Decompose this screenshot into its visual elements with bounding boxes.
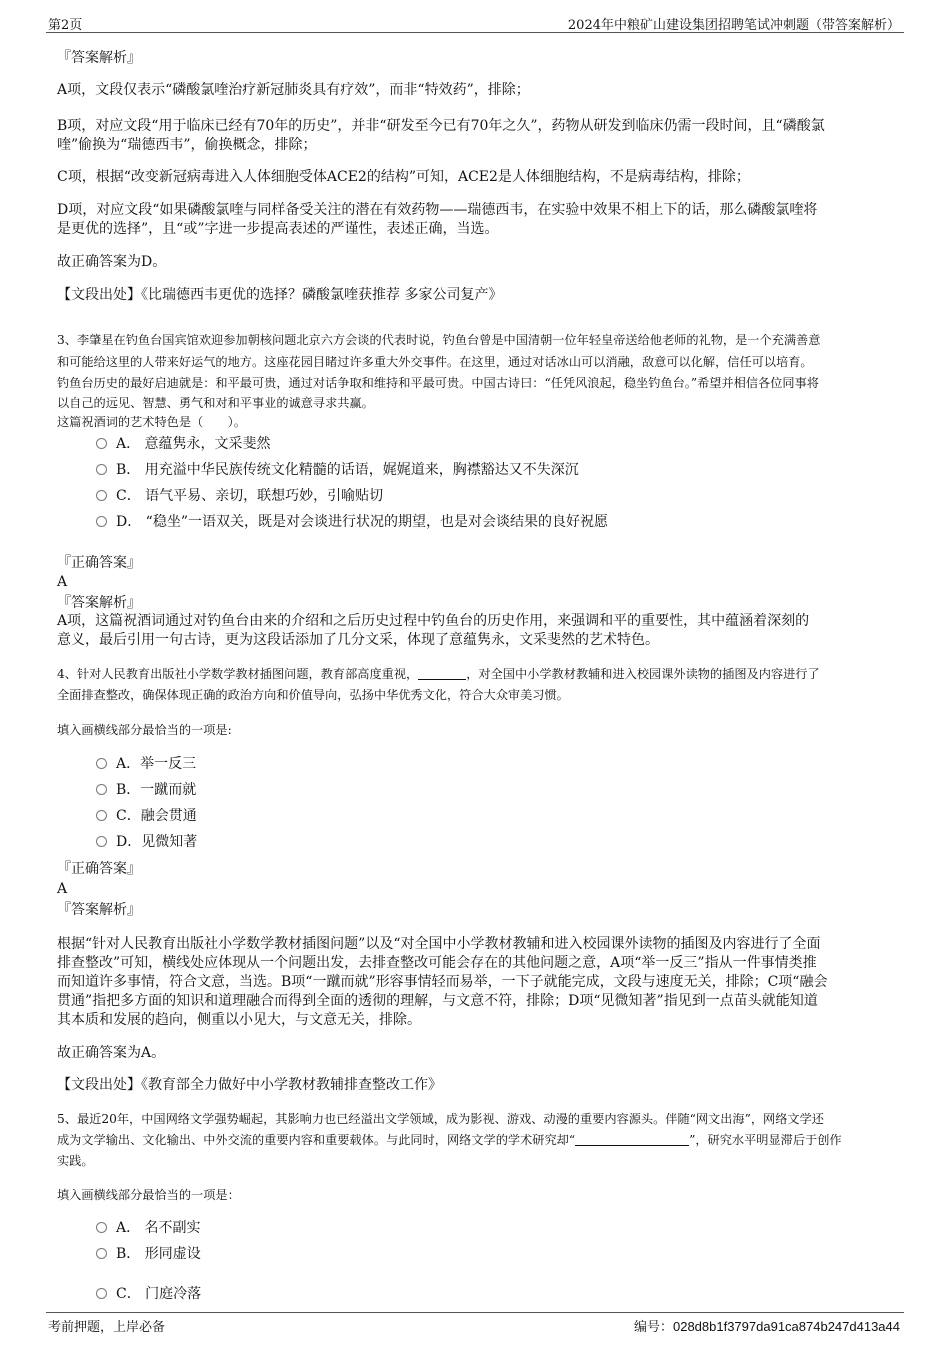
radio-icon[interactable] (96, 490, 107, 501)
radio-icon[interactable] (96, 836, 107, 847)
radio-icon[interactable] (96, 784, 107, 795)
q3-answer: A (57, 574, 68, 590)
footer-code (634, 1316, 900, 1335)
q2-analysis-c: C项，根据“改变新冠病毒进入人体细胞受体ACE2的结构”可知，ACE2是人体细胞结构，不是病毒结构，排除； (57, 169, 750, 185)
code-value: 028d8b1f3797da91ca874b247d413a44 (672, 1319, 900, 1334)
code-label: 编号： (633, 1320, 673, 1335)
q4-option-a[interactable] (96, 754, 196, 774)
q3-option-d[interactable] (96, 512, 608, 532)
q2-source: 【文段出处】《比瑞德西韦更优的选择？磷酸氯喹获推荐 多家公司复产》 (57, 287, 503, 303)
q4-question: 填入画横线部分最恰当的一项是: (57, 723, 232, 737)
q5-stem-line1: 5、最近20年，中国网络文学强势崛起，其影响力也已经溢出文学领域，成为影视、游戏、动漫的重要内容源头。伴随“网文出海”，网络文学还 (57, 1112, 824, 1126)
q4-answer: A (57, 881, 68, 897)
q3-stem-line2: 和可能给这里的人带来好运气的地方。这座花园目睹过许多重大外交事件。在这里，通过对话冰山可以消融，敌意可以化解，信任可以培育。 (57, 355, 813, 369)
q5-option-b[interactable] (96, 1244, 201, 1264)
page-footer (46, 1312, 904, 1333)
radio-icon[interactable] (96, 810, 107, 821)
q3-option-c[interactable] (96, 486, 383, 506)
option-label: C． 语气平易、亲切，联想巧妙，引喻贴切 (116, 488, 384, 504)
q3-answer-title: 『正确答案』 (57, 555, 141, 571)
q4-answer-title: 『正确答案』 (57, 861, 141, 877)
fill-blank (575, 1131, 689, 1146)
q4-analysis-line1: 根据“针对人民教育出版社小学数学教材插图问题”以及“对全国中小学教材教辅和进入校园课外读物的插图及内容进行了全面 (57, 936, 821, 952)
option-label: A．举一反三 (116, 756, 197, 772)
q2-analysis-b-line2: 喹”偷换为“瑞德西韦”，偷换概念，排除； (57, 137, 317, 153)
q3-analysis-line1: A项，这篇祝酒词通过对钓鱼台由来的介绍和之后历史过程中钓鱼台的历史作用，来强调和平的重要性，其中蕴涵着深刻的 (57, 613, 810, 629)
option-label: B．一蹴而就 (116, 782, 197, 798)
radio-icon[interactable] (96, 758, 107, 769)
q4-analysis-line2: 排查整改”可知，横线处应体现从一个问题出发，去排查整改可能会存在的其他问题之意，A项“举一反三”指从一件事情类推 (57, 955, 817, 971)
radio-icon[interactable] (96, 1248, 107, 1259)
option-label: D．见微知著 (116, 834, 198, 850)
radio-icon[interactable] (96, 438, 107, 449)
q4-stem-line1 (57, 664, 897, 684)
option-label: D． “稳坐”一语双关，既是对会谈进行状况的期望，也是对会谈结果的良好祝愿 (116, 514, 608, 530)
q3-analysis-title: 『答案解析』 (57, 595, 141, 611)
q4-source: 【文段出处】《教育部全力做好中小学教材教辅排查整改工作》 (57, 1077, 442, 1093)
page-header (46, 12, 904, 33)
q5-stem-part2: ”，研究水平明显滞后于创作 (689, 1133, 842, 1147)
q3-stem-line3: 钓鱼台历史的最好启迪就是：和平最可贵，通过对话争取和维持和平最可贵。中国古诗曰：“任凭风浪起，稳坐钓鱼台。”希望并相信各位同事将 (57, 376, 819, 390)
q2-analysis-title: 『答案解析』 (57, 50, 141, 66)
q4-analysis-line3: 而知道许多事情，符合文意，当选。B项“一蹴而就”形容事情轻而易举，一下子就能完成，文段与速度无关，排除；C项“融会 (57, 974, 828, 990)
option-label: A． 意蕴隽永，文采斐然 (116, 436, 271, 452)
q4-option-d[interactable] (96, 832, 197, 852)
q5-option-c[interactable] (96, 1284, 201, 1304)
radio-icon[interactable] (96, 1222, 107, 1233)
q2-conclusion: 故正确答案为D。 (57, 254, 167, 270)
q4-option-c[interactable] (96, 806, 197, 826)
footer-slogan: 考前押题，上岸必备 (48, 1320, 166, 1335)
q2-analysis-b-line1: B项，对应文段“用于临床已经有70年的历史”，并非“研发至今已有70年之久”，药物从研发到临床仍需一段时间，且“磷酸氯 (57, 118, 825, 134)
radio-icon[interactable] (96, 1288, 107, 1299)
q3-stem-line1: 3、李肇星在钓鱼台国宾馆欢迎参加朝核问题北京六方会谈的代表时说，钓鱼台曾是中国清朝一位年轻皇帝送给他老师的礼物，是一个充满善意 (57, 333, 821, 347)
q3-option-b[interactable] (96, 460, 579, 480)
q4-conclusion: 故正确答案为A。 (57, 1045, 166, 1061)
q4-stem-part2: ，对全国中小学教材教辅和进入校园课外读物的插图及内容进行了 (466, 667, 820, 681)
q5-stem-line3: 实践。 (57, 1154, 94, 1168)
option-label: C．融会贯通 (116, 808, 197, 824)
radio-icon[interactable] (96, 516, 107, 527)
q4-stem-part1: 4、针对人民教育出版社小学数学教材插图问题，教育部高度重视， (57, 667, 419, 681)
option-label: C． 门庭冷落 (116, 1286, 202, 1302)
q3-option-a[interactable] (96, 434, 271, 454)
q4-analysis-title: 『答案解析』 (57, 902, 141, 918)
radio-icon[interactable] (96, 464, 107, 475)
q4-option-b[interactable] (96, 780, 196, 800)
q4-analysis-line4: 贯通”指把多方面的知识和道理融合而得到全面的透彻的理解，与文意不符，排除；D项“见微知著”指见到一点苗头就能知道 (57, 993, 818, 1009)
q2-analysis-d-line2: 是更优的选择”，且“或”字进一步提高表述的严谨性，表述正确，当选。 (57, 221, 499, 237)
fill-blank (418, 665, 466, 680)
q5-stem-part1: 成为文学输出、文化输出、中外交流的重要内容和重要载体。与此同时，网络文学的学术研究却“ (57, 1133, 576, 1147)
q4-stem-line2: 全面排查整改，确保体现正确的政治方向和价值导向，弘扬中华优秀文化，符合大众审美习惯。 (57, 688, 569, 702)
q5-option-a[interactable] (96, 1218, 201, 1238)
document-title: 2024年中粮矿山建设集团招聘笔试冲刺题（带答案解析） (567, 18, 900, 33)
option-label: B． 形同虚设 (116, 1246, 201, 1262)
option-label: A． 名不副实 (116, 1220, 201, 1236)
q4-analysis-line5: 其本质和发展的趋向，侧重以小见大，与文意无关，排除。 (57, 1012, 421, 1028)
option-label: B． 用充溢中华民族传统文化精髓的话语，娓娓道来，胸襟豁达又不失深沉 (116, 462, 579, 478)
q5-stem-line2 (57, 1130, 897, 1150)
q3-analysis-line2: 意义，最后引用一句古诗，更为这段话添加了几分文采，体现了意蕴隽永，文采斐然的艺术特色。 (57, 632, 659, 648)
q2-analysis-d-line1: D项，对应文段“如果磷酸氯喹与同样备受关注的潜在有效药物——瑞德西韦，在实验中效果不相上下的话，那么磷酸氯喹将 (57, 202, 818, 218)
q3-stem-line4: 以自己的远见、智慧、勇气和对和平事业的诚意寻求共赢。 (57, 396, 374, 410)
q3-question: 这篇祝酒词的艺术特色是（ ）。 (57, 415, 246, 429)
q2-analysis-a: A项，文段仅表示“磷酸氯喹治疗新冠肺炎具有疗效”，而非“特效药”，排除； (57, 82, 530, 98)
page-number: 第2页 (48, 18, 83, 33)
q5-question: 填入画横线部分最恰当的一项是： (57, 1188, 240, 1202)
